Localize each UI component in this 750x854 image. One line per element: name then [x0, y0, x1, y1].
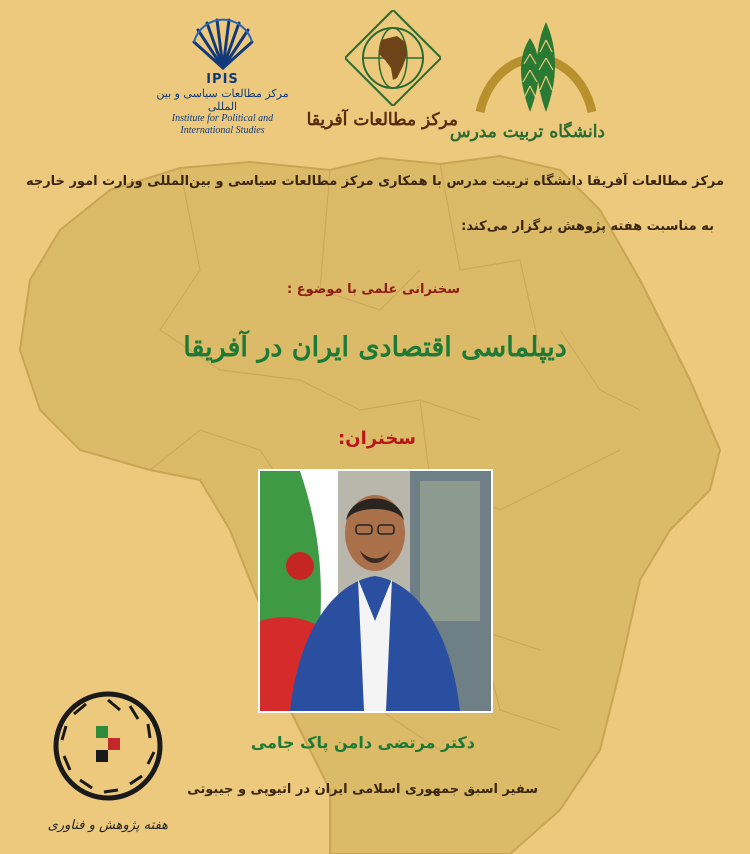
research-week-emblem-icon	[48, 686, 168, 806]
speakers-label: سخنران:	[338, 428, 416, 449]
cypress-arch-icon	[470, 8, 600, 118]
university-caption: دانشگاه تربیت مدرس	[449, 122, 605, 142]
speaker-photo	[258, 469, 493, 713]
ipis-persian-name: مرکز مطالعات سیاسی و بین المللی	[156, 87, 289, 113]
lecture-subject-label: سخنرانی علمی با موضوع :	[287, 282, 460, 297]
africa-globe-icon	[345, 10, 441, 106]
ipis-english-name-line2: International Studies	[180, 125, 265, 136]
announcement-line-2: به مناسبت هفته پژوهش برگزار می‌کند:	[461, 219, 714, 234]
ipis-abbreviation: IPIS	[206, 72, 239, 87]
speaker-portrait-image	[260, 471, 491, 711]
speaker-name: دکتر مرتضی دامن پاک جامی	[250, 733, 475, 752]
research-week-caption: هفته پژوهش و فناوری	[47, 818, 168, 833]
lecture-title: دیپلماسی اقتصادی ایران در آفریقا	[183, 332, 567, 363]
research-week-logo	[48, 686, 168, 846]
ipis-english-name-line1: Institute for Political and	[171, 113, 274, 124]
announcement-line-1: مرکز مطالعات آفریقا دانشگاه تربیت مدرس با همکاری مرکز مطالعات سیاسی و بین‌المللی وزارت امور خارجه	[25, 174, 725, 189]
ipis-logo	[150, 18, 295, 148]
modares-university-logo	[449, 8, 605, 143]
speaker-role: سفیر اسبق جمهوری اسلامی ایران در اتیوپی و جیبوتی	[187, 782, 538, 797]
africa-center-logo	[306, 10, 458, 145]
africa-center-caption: مرکز مطالعات آفریقا	[306, 110, 458, 130]
fan-emblem-icon	[188, 18, 258, 70]
